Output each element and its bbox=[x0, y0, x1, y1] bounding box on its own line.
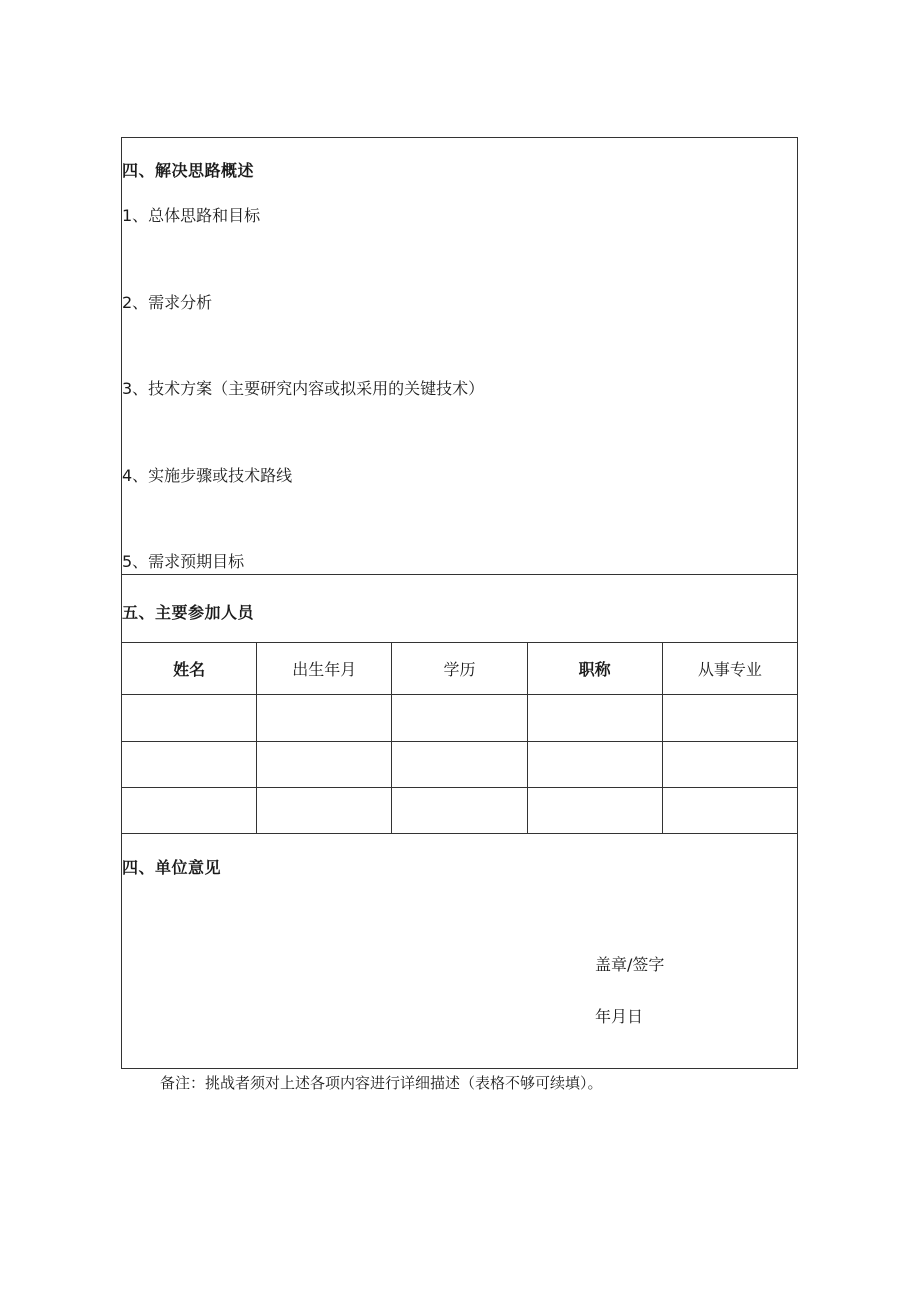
date-label: 年月日 bbox=[595, 1007, 644, 1026]
table-cell[interactable] bbox=[527, 787, 662, 833]
table-cell[interactable] bbox=[662, 695, 797, 741]
table-cell[interactable] bbox=[257, 695, 392, 741]
table-cell[interactable] bbox=[527, 741, 662, 787]
column-header-title: 职称 bbox=[527, 643, 662, 695]
column-header-name: 姓名 bbox=[122, 643, 257, 695]
table-cell[interactable] bbox=[662, 787, 797, 833]
column-header-education: 学历 bbox=[392, 643, 527, 695]
table-cell[interactable] bbox=[392, 741, 527, 787]
table-cell[interactable] bbox=[392, 695, 527, 741]
column-header-birth: 出生年月 bbox=[257, 643, 392, 695]
divider bbox=[121, 574, 798, 575]
table-row bbox=[122, 787, 798, 833]
item-technical-plan: 3、技术方案（主要研究内容或拟采用的关键技术） bbox=[122, 379, 485, 398]
table-cell[interactable] bbox=[122, 741, 257, 787]
item-expected-goals: 5、需求预期目标 bbox=[122, 552, 245, 571]
section-title-participants: 五、主要参加人员 bbox=[122, 603, 255, 622]
table-header-row bbox=[122, 643, 798, 695]
item-requirement-analysis: 2、需求分析 bbox=[122, 293, 213, 312]
table-cell[interactable] bbox=[257, 787, 392, 833]
table-cell[interactable] bbox=[662, 741, 797, 787]
table-cell[interactable] bbox=[122, 787, 257, 833]
table-cell[interactable] bbox=[392, 787, 527, 833]
column-header-specialty: 从事专业 bbox=[662, 643, 797, 695]
table-row bbox=[122, 741, 798, 787]
section-title-solution: 四、解决思路概述 bbox=[122, 161, 255, 180]
item-overall-approach: 1、总体思路和目标 bbox=[122, 206, 261, 225]
remark-note: 备注：挑战者须对上述各项内容进行详细描述（表格不够可续填）。 bbox=[160, 1074, 603, 1092]
item-implementation-steps: 4、实施步骤或技术路线 bbox=[122, 466, 293, 485]
table-cell[interactable] bbox=[122, 695, 257, 741]
seal-signature-label: 盖章/签字 bbox=[595, 955, 665, 974]
table-cell[interactable] bbox=[527, 695, 662, 741]
section-title-unit-opinion: 四、单位意见 bbox=[122, 858, 222, 877]
participants-table bbox=[121, 642, 798, 834]
table-row bbox=[122, 695, 798, 741]
table-cell[interactable] bbox=[257, 741, 392, 787]
